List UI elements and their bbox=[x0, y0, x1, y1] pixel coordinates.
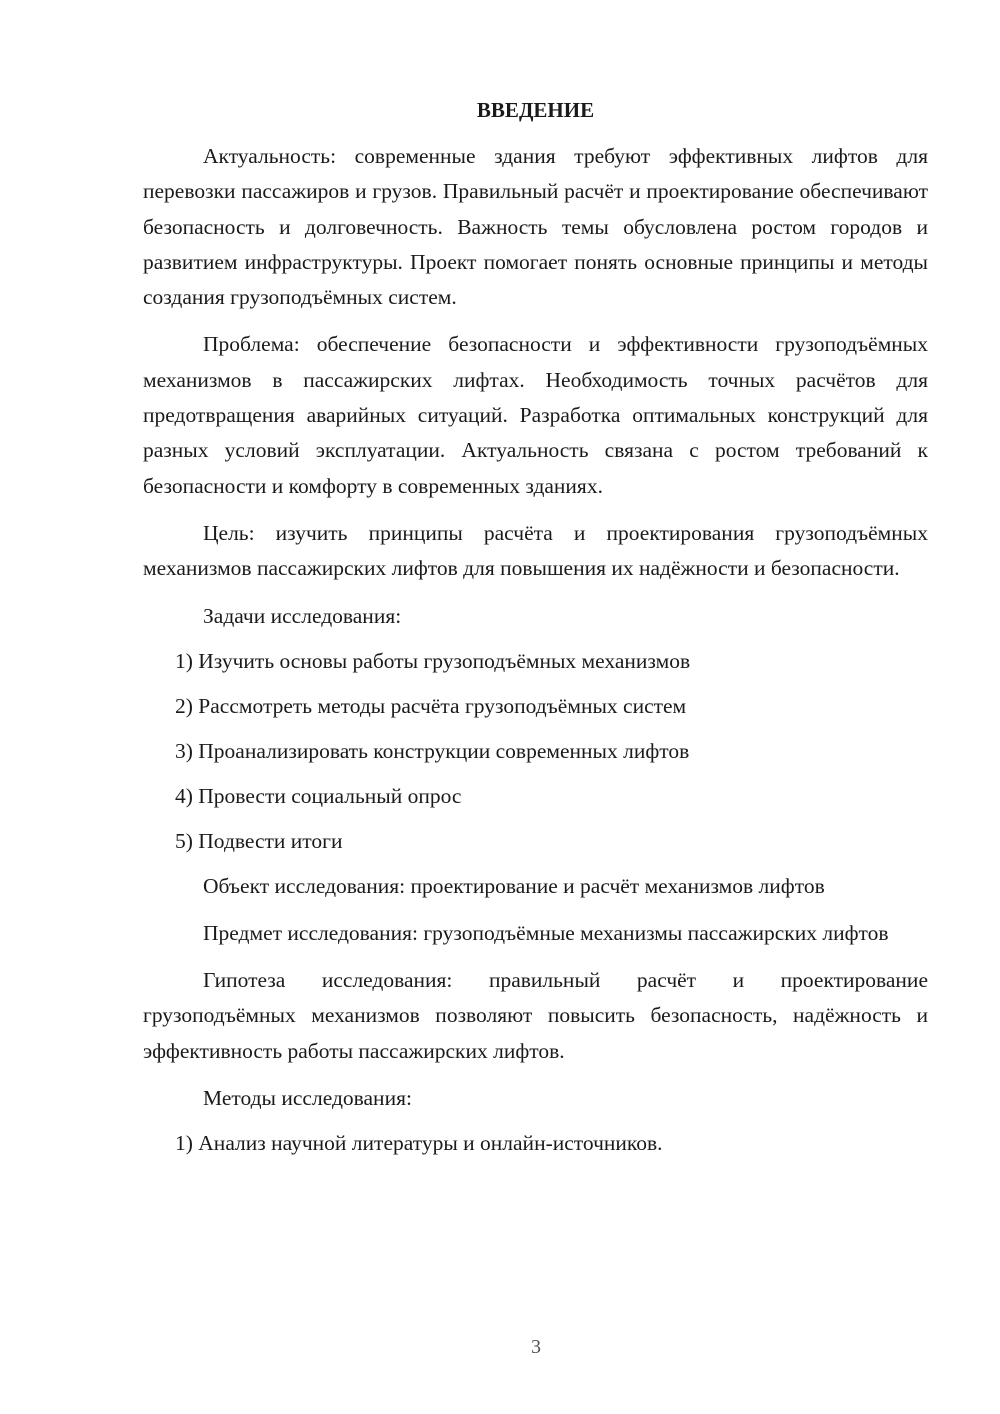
paragraph-goal: Цель: изучить принципы расчёта и проектирования грузоподъёмных механизмов пассажирских лифтов для повышения их надёжности и безопасности. bbox=[143, 520, 928, 581]
paragraph-problem: Проблема: обеспечение безопасности и эффективности грузоподъёмных механизмов в пассажирских лифтах. Необходимость точных расчётов для предотвращения аварийных ситуаций. Разработка оптимальных конструкций для разных условий эксплуатации. Актуальность связана с ростом требований к безопасности и комфорту в современных зданиях. bbox=[143, 332, 928, 498]
page-title: ВВЕДЕНИЕ bbox=[476, 98, 595, 122]
paragraph-subject: Предмет исследования: грузоподъёмные механизмы пассажирских лифтов bbox=[203, 920, 889, 945]
paragraph-object: Объект исследования: проектирование и расчёт механизмов лифтов bbox=[203, 873, 825, 898]
paragraph-hypothesis: Гипотеза исследования: правильный расчёт и проектирование грузоподъёмных механизмов позволяют повысить безопасность, надёжность и эффективность работы пассажирских лифтов. bbox=[143, 968, 928, 1063]
task-item: 3) Проанализировать конструкции современных лифтов bbox=[175, 738, 690, 763]
tasks-heading: Задачи исследования: bbox=[203, 603, 402, 628]
task-item: 4) Провести социальный опрос bbox=[175, 783, 462, 808]
task-item: 5) Подвести итоги bbox=[175, 828, 343, 853]
task-item: 2) Рассмотреть методы расчёта грузоподъёмных систем bbox=[175, 693, 687, 718]
page-number: 3 bbox=[531, 1336, 541, 1358]
method-item: 1) Анализ научной литературы и онлайн-источников. bbox=[175, 1131, 663, 1156]
methods-heading: Методы исследования: bbox=[203, 1086, 412, 1111]
task-item: 1) Изучить основы работы грузоподъёмных механизмов bbox=[175, 648, 691, 673]
paragraph-relevance: Актуальность: современные здания требуют эффективных лифтов для перевозки пассажиров и грузов. Правильный расчёт и проектирование обеспечивают безопасность и долговечность. Важность темы обусловлена ростом городов и развитием инфраструктуры. Проект помогает понять основные принципы и методы создания грузоподъёмных систем. bbox=[143, 144, 928, 310]
page-content bbox=[143, 93, 928, 1171]
